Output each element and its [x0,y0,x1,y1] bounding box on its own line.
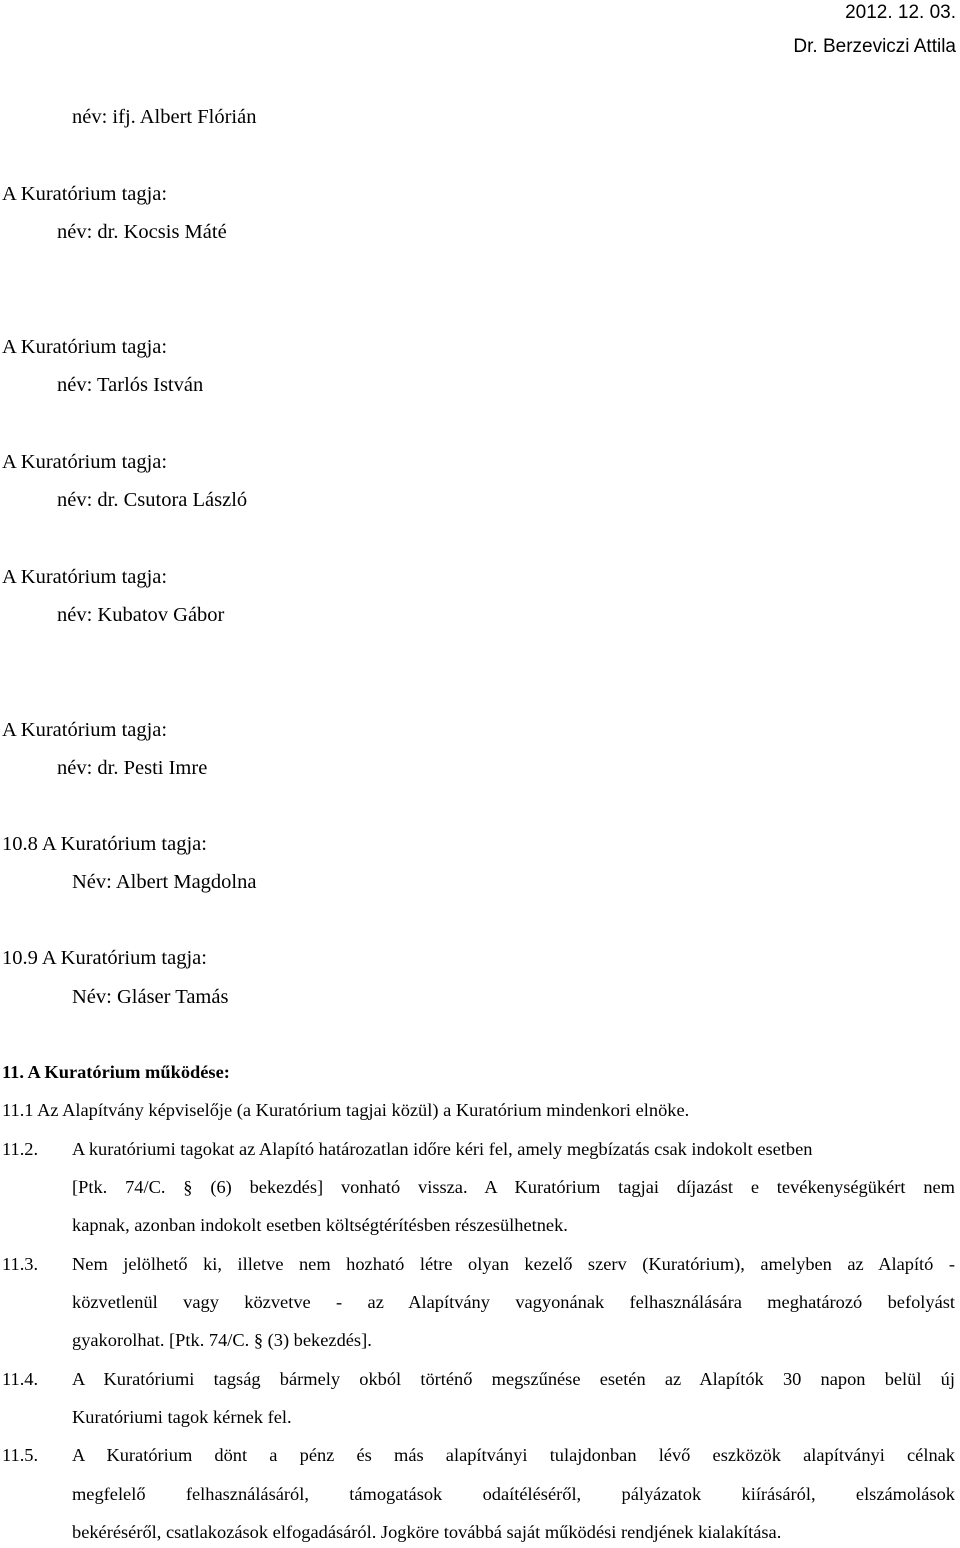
item-10-8-name: Név: Albert Magdolna [72,871,257,893]
paragraph-number: 11.5. [2,1445,39,1465]
paragraph-number: 11.4. [2,1369,39,1389]
paragraph-number: 11.3. [2,1254,39,1274]
member-name: név: dr. Kocsis Máté [57,221,227,243]
paragraph-line: közvetlenül vagy közvetve - az Alapítvány vagyonának felhasználására meghatározó befolyást [72,1292,955,1312]
member-name: név: dr. Pesti Imre [57,757,208,779]
paragraph-line: kapnak, azonban indokolt esetben költségtérítésben részesülhetnek. [72,1215,568,1235]
paragraph-number: 11.2. [2,1139,39,1159]
member-name: név: dr. Csutora László [57,489,248,511]
member-name: név: ifj. Albert Flórián [72,106,257,128]
header-author: Dr. Berzeviczi Attila [793,36,956,57]
member-label: A Kuratórium tagja: [2,336,168,358]
paragraph-line: A kuratóriumi tagokat az Alapító határozatlan időre kéri fel, amely megbízatás csak indokolt esetben [72,1139,813,1159]
member-label: A Kuratórium tagja: [2,566,168,588]
paragraph-line: bekéréséről, csatlakozások elfogadásáról. Jogköre továbbá saját működési rendjének kialakítása. [72,1522,782,1542]
paragraph-line: A Kuratóriumi tagság bármely okból történő megszűnése esetén az Alapítók 30 napon belül új [72,1369,955,1389]
item-10-9-label: 10.9 A Kuratórium tagja: [2,947,207,969]
member-label: A Kuratórium tagja: [2,451,168,473]
paragraph-line: [Ptk. 74/C. § (6) bekezdés] vonható vissza. A Kuratórium tagjai díjazást e tevékenységükért nem [72,1177,955,1197]
paragraph-line: megfelelő felhasználásáról, támogatások odaítéléséről, pályázatok kiírásáról, elszámolások [72,1484,955,1504]
member-label: A Kuratórium tagja: [2,183,168,205]
paragraph-11-1: 11.1 Az Alapítvány képviselője (a Kuratórium tagjai közül) a Kuratórium mindenkori elnöke. [2,1100,690,1120]
item-10-8-label: 10.8 A Kuratórium tagja: [2,833,207,855]
member-name: név: Kubatov Gábor [57,604,225,626]
paragraph-line: Nem jelölhető ki, illetve nem hozható létre olyan kezelő szerv (Kuratórium), amelyben az Alapító - [72,1254,955,1274]
paragraph-line: Kuratóriumi tagok kérnek fel. [72,1407,292,1427]
item-10-9-name: Név: Gláser Tamás [72,986,229,1008]
member-label: A Kuratórium tagja: [2,719,168,741]
member-name: név: Tarlós István [57,374,204,396]
section-heading: 11. A Kuratórium működése: [2,1062,230,1082]
header-date: 2012. 12. 03. [845,2,956,23]
paragraph-line: A Kuratórium dönt a pénz és más alapítványi tulajdonban lévő eszközök alapítványi célnak [72,1445,955,1465]
paragraph-line: gyakorolhat. [Ptk. 74/C. § (3) bekezdés]. [72,1330,372,1350]
